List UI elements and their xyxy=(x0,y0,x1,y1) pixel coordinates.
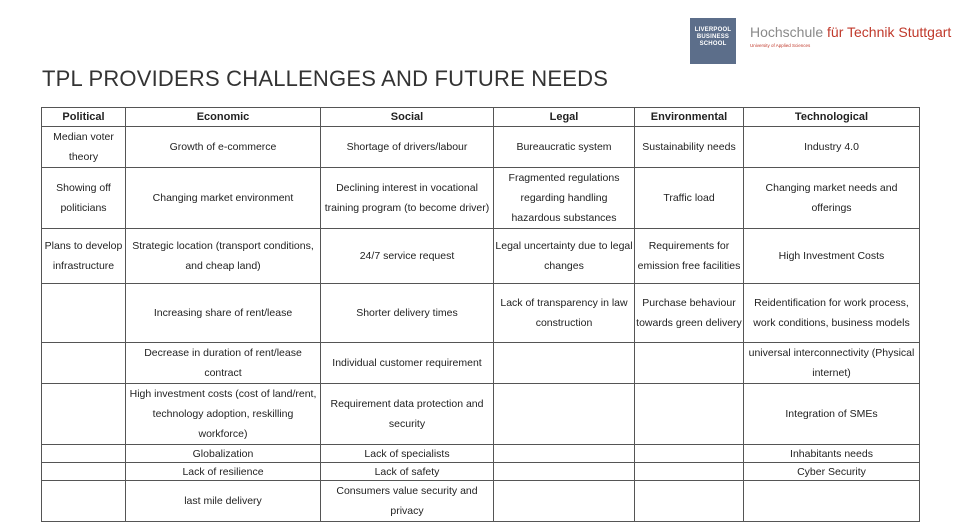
table-cell: Strategic location (transport conditions, and cheap land) xyxy=(126,229,321,284)
table-cell xyxy=(635,463,744,481)
table-cell: Consumers value security and privacy xyxy=(321,481,494,522)
logo-lbs-line-3: SCHOOL xyxy=(699,41,727,47)
table-cell xyxy=(42,384,126,445)
table-cell: Lack of safety xyxy=(321,463,494,481)
table-cell: Median voter theory xyxy=(42,127,126,168)
table-cell xyxy=(494,463,635,481)
column-header-technological: Technological xyxy=(744,108,920,127)
table-cell xyxy=(635,384,744,445)
table-cell xyxy=(744,481,920,522)
table-cell: Sustainability needs xyxy=(635,127,744,168)
table-cell: Requirement data protection and security xyxy=(321,384,494,445)
table-row xyxy=(42,229,920,284)
table-cell: Growth of e-commerce xyxy=(126,127,321,168)
table-row xyxy=(42,481,920,522)
table-cell: Declining interest in vocational training program (to become driver) xyxy=(321,168,494,229)
table-cell: Integration of SMEs xyxy=(744,384,920,445)
logo-lbs-line-2: BUSINESS xyxy=(696,34,730,40)
table-cell: High investment costs (cost of land/rent, technology adoption, reskilling workforce) xyxy=(126,384,321,445)
table-cell: Lack of resilience xyxy=(126,463,321,481)
table-cell: Cyber Security xyxy=(744,463,920,481)
table-cell: Requirements for emission free facilities xyxy=(635,229,744,284)
table-cell: Lack of transparency in law construction xyxy=(494,284,635,343)
table-cell xyxy=(494,343,635,384)
table-cell: Purchase behaviour towards green delivery xyxy=(635,284,744,343)
hft-logo-name xyxy=(750,24,951,40)
table-cell: Plans to develop infrastructure xyxy=(42,229,126,284)
table-row xyxy=(42,463,920,481)
table-cell: Industry 4.0 xyxy=(744,127,920,168)
table-row xyxy=(42,127,920,168)
table-cell: last mile delivery xyxy=(126,481,321,522)
hft-stuttgart-logo xyxy=(750,24,951,48)
page-title: TPL PROVIDERS CHALLENGES AND FUTURE NEEDS xyxy=(42,66,609,91)
table-cell: Fragmented regulations regarding handling hazardous substances xyxy=(494,168,635,229)
hft-logo-part2: für Technik Stuttgart xyxy=(827,24,952,40)
table-row xyxy=(42,384,920,445)
table-cell xyxy=(42,343,126,384)
table-cell: Globalization xyxy=(126,445,321,463)
table-cell xyxy=(42,463,126,481)
table-row xyxy=(42,284,920,343)
column-header-environmental: Environmental xyxy=(635,108,744,127)
hft-logo-part1: Hochschule xyxy=(750,24,828,40)
table-cell: Shortage of drivers/labour xyxy=(321,127,494,168)
table-cell xyxy=(42,481,126,522)
table-cell xyxy=(42,284,126,343)
table-row xyxy=(42,343,920,384)
column-header-political: Political xyxy=(42,108,126,127)
table-cell: Decrease in duration of rent/lease contract xyxy=(126,343,321,384)
hft-logo-subtitle: University of Applied Sciences xyxy=(750,43,811,48)
table-cell: 24/7 service request xyxy=(321,229,494,284)
table-cell: Lack of specialists xyxy=(321,445,494,463)
logo-lbs-line-1: LIVERPOOL xyxy=(694,27,732,33)
table-cell xyxy=(635,481,744,522)
table-cell xyxy=(494,384,635,445)
table-cell: Individual customer requirement xyxy=(321,343,494,384)
table-cell xyxy=(42,445,126,463)
table-header-row xyxy=(42,108,920,127)
table-cell: Bureaucratic system xyxy=(494,127,635,168)
table-cell: Changing market environment xyxy=(126,168,321,229)
table-cell xyxy=(635,343,744,384)
table-cell: Inhabitants needs xyxy=(744,445,920,463)
liverpool-business-school-logo xyxy=(690,18,736,64)
table-cell: High Investment Costs xyxy=(744,229,920,284)
column-header-social: Social xyxy=(321,108,494,127)
table-cell: Shorter delivery times xyxy=(321,284,494,343)
table-cell xyxy=(494,445,635,463)
table-cell: Reidentification for work process, work conditions, business models xyxy=(744,284,920,343)
table-cell: Legal uncertainty due to legal changes xyxy=(494,229,635,284)
column-header-economic: Economic xyxy=(126,108,321,127)
table-cell xyxy=(494,481,635,522)
pestel-table xyxy=(41,107,920,522)
column-header-legal: Legal xyxy=(494,108,635,127)
table-cell: Showing off politicians xyxy=(42,168,126,229)
table-row xyxy=(42,445,920,463)
table-cell: Traffic load xyxy=(635,168,744,229)
table-cell xyxy=(635,445,744,463)
table-cell: Increasing share of rent/lease xyxy=(126,284,321,343)
table-cell: Changing market needs and offerings xyxy=(744,168,920,229)
table-cell: universal interconnectivity (Physical internet) xyxy=(744,343,920,384)
table-row xyxy=(42,168,920,229)
